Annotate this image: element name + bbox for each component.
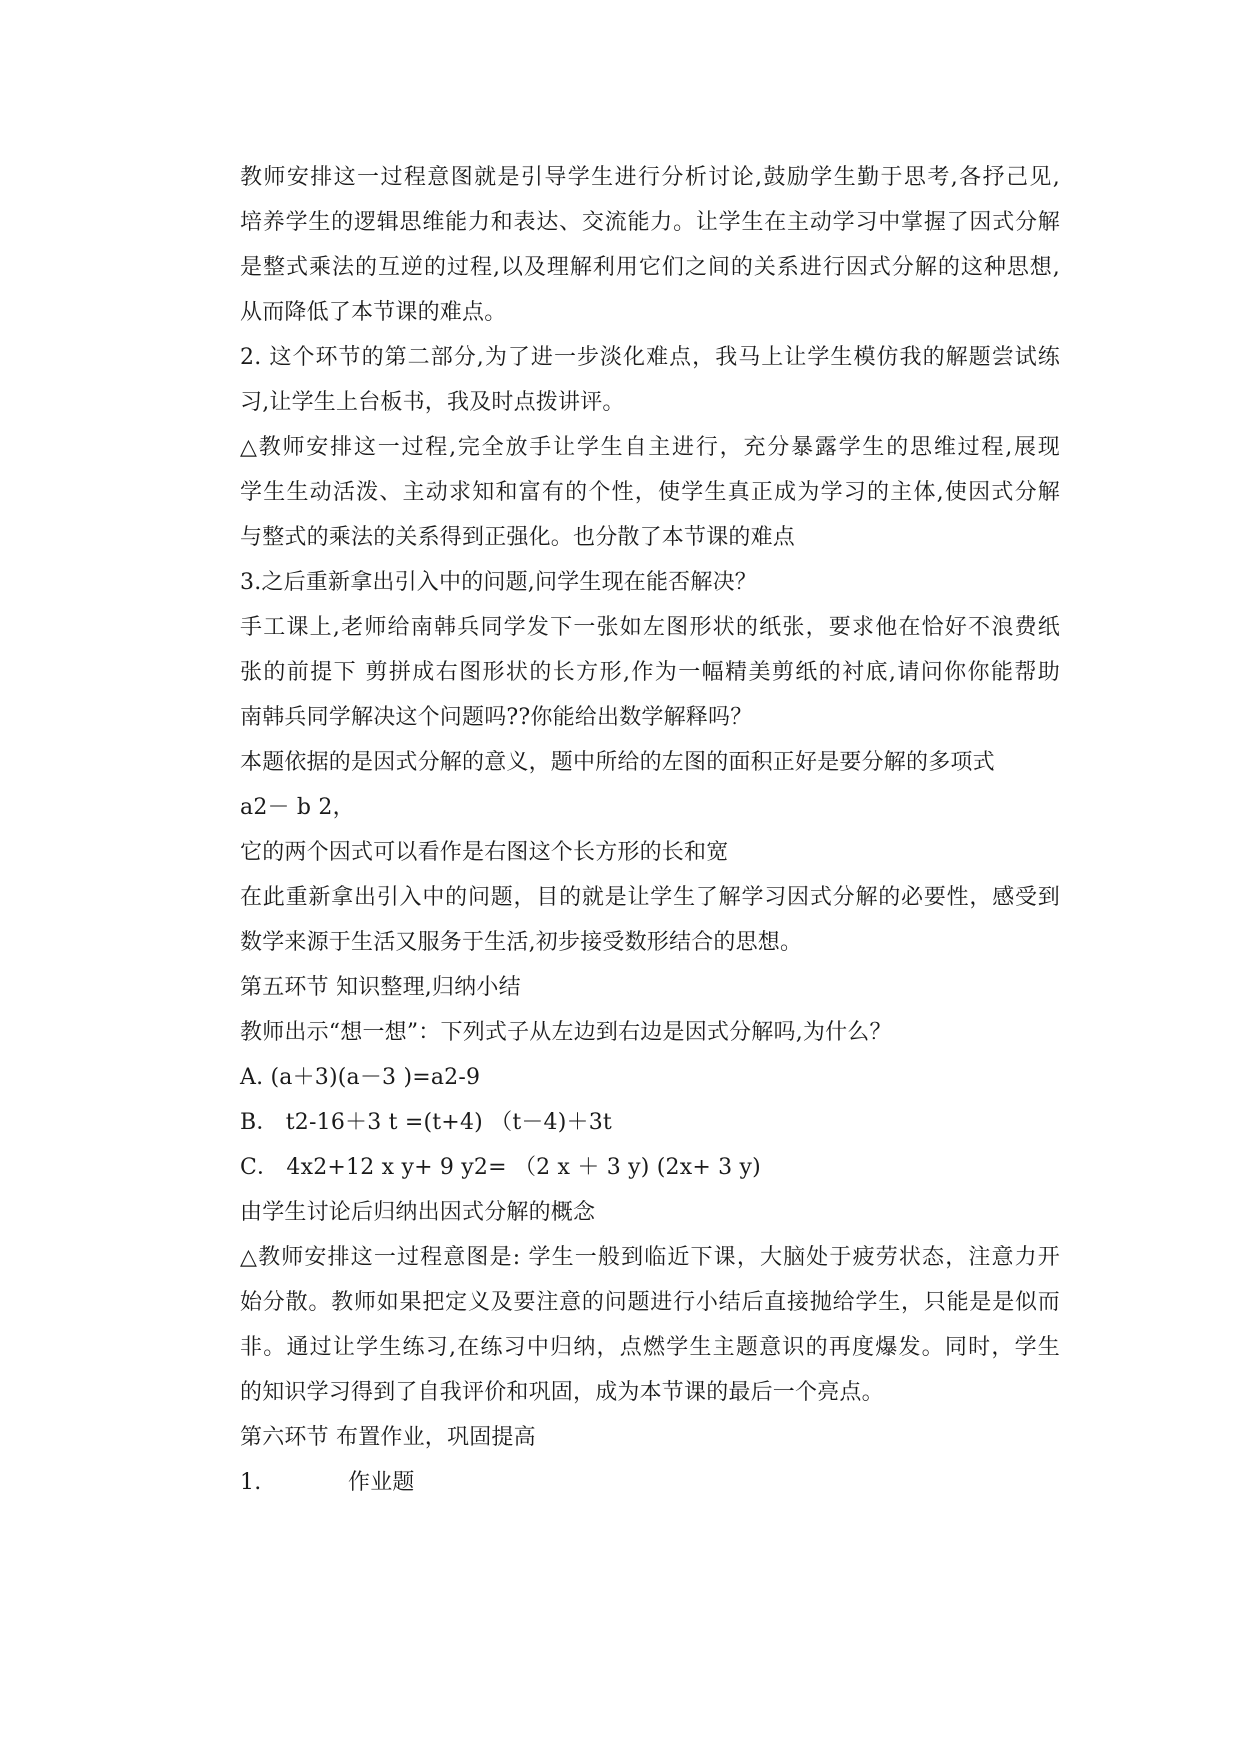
- paragraph-line: △教师安排这一过程意图是: 学生一般到临近下课，大脑处于疲劳状态，注意力开: [240, 1245, 1060, 1270]
- paragraph-line: 始分散。教师如果把定义及要注意的问题进行小结后直接抛给学生，只能是是似而: [240, 1290, 1060, 1315]
- homework-item: [240, 1460, 1060, 1505]
- document-body: [240, 155, 1060, 1505]
- paragraph-line: 由学生讨论后归纳出因式分解的概念: [240, 1200, 596, 1225]
- paragraph-line: 教师安排这一过程意图就是引导学生进行分析讨论,鼓励学生勤于思考,各抒己见,: [240, 165, 1060, 190]
- paragraph-line: 非。通过让学生练习,在练习中归纳，点燃学生主题意识的再度爆发。同时，学生: [240, 1335, 1060, 1360]
- paragraph-line: 与整式的乘法的关系得到正强化。也分散了本节课的难点: [240, 525, 796, 550]
- paragraph-line: 习,让学生上台板书，我及时点拨讲评。: [240, 390, 625, 415]
- formula-option-c: C． 4x2+12 x y+ 9 y2= （2 x ＋ 3 y) (2x+ 3 y): [240, 1155, 761, 1180]
- paragraph-line: 是整式乘法的互逆的过程,以及理解利用它们之间的关系进行因式分解的这种思想,: [240, 255, 1060, 280]
- formula-line: a2－ b 2，: [240, 795, 355, 820]
- formula-option-b: B． t2-16＋3 t =(t+4) （t－4)＋3t: [240, 1110, 612, 1135]
- paragraph-line: △教师安排这一过程,完全放手让学生自主进行，充分暴露学生的思维过程,展现: [240, 435, 1060, 460]
- paragraph-line: 3.之后重新拿出引入中的问题,问学生现在能否解决？: [240, 570, 757, 595]
- paragraph-line: 手工课上,老师给南韩兵同学发下一张如左图形状的纸张，要求他在恰好不浪费纸: [240, 615, 1060, 640]
- paragraph-line: 2. 这个环节的第二部分,为了进一步淡化难点，我马上让学生模仿我的解题尝试练: [240, 345, 1060, 370]
- paragraph-line: 从而降低了本节课的难点。: [240, 300, 507, 325]
- section-heading: 第六环节 布置作业，巩固提高: [240, 1425, 536, 1450]
- homework-number: 1.: [240, 1470, 262, 1495]
- paragraph-line: 学生生动活泼、主动求知和富有的个性，使学生真正成为学习的主体,使因式分解: [240, 480, 1060, 505]
- paragraph-line: 在此重新拿出引入中的问题，目的就是让学生了解学习因式分解的必要性，感受到: [240, 885, 1060, 910]
- paragraph-line: 数学来源于生活又服务于生活,初步接受数形结合的思想。: [240, 930, 803, 955]
- paragraph-line: 教师出示“想一想”：下列式子从左边到右边是因式分解吗,为什么？: [240, 1020, 892, 1045]
- homework-label: 作业题: [348, 1470, 415, 1495]
- paragraph-line: 培养学生的逻辑思维能力和表达、交流能力。让学生在主动学习中掌握了因式分解: [240, 210, 1060, 235]
- paragraph-line: 本题依据的是因式分解的意义，题中所给的左图的面积正好是要分解的多项式: [240, 750, 995, 775]
- paragraph-line: 南韩兵同学解决这个问题吗??你能给出数学解释吗？: [240, 705, 753, 730]
- formula-option-a: A. (a＋3)(a－3 )=a2-9: [240, 1065, 481, 1090]
- paragraph-line: 它的两个因式可以看作是右图这个长方形的长和宽: [240, 840, 729, 865]
- paragraph-line: 张的前提下 剪拼成右图形状的长方形,作为一幅精美剪纸的衬底,请问你你能帮助: [240, 660, 1060, 685]
- section-heading: 第五环节 知识整理,归纳小结: [240, 975, 521, 1000]
- paragraph-line: 的知识学习得到了自我评价和巩固，成为本节课的最后一个亮点。: [240, 1380, 884, 1405]
